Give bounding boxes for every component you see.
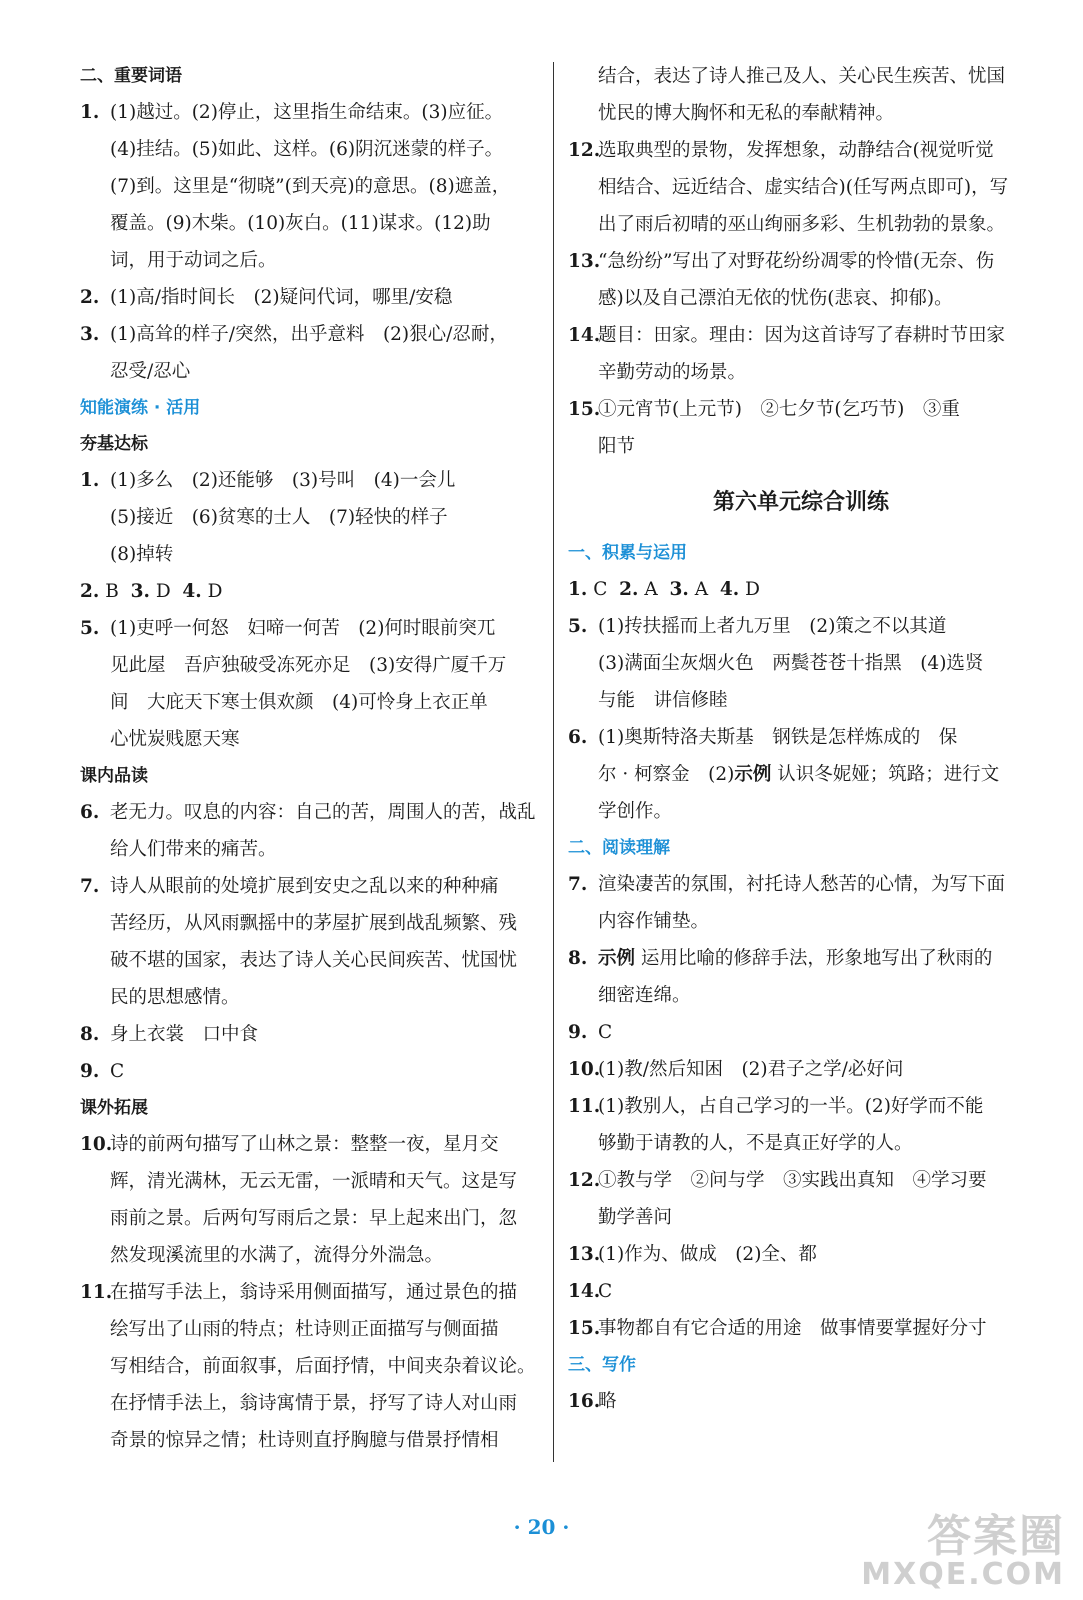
unit-answer-13: 13. (1)作为、做成 (2)全、都: [568, 1244, 817, 1265]
practice-14: 14. 题目：田家。理由：因为这首诗写了春耕时节田家 辛勤劳动的场景。: [568, 325, 1006, 383]
subheading-inclass: 课内品读: [80, 766, 148, 786]
answer-3: 3. (1)高耸的样子/突然，出乎意料 (2)狠心/忍耐， 忍受/忍心: [80, 324, 508, 382]
column-divider: [553, 62, 554, 1462]
practice-2-4: 2. B 3. D 4. D: [80, 581, 223, 602]
unit-answer-14: 14. C: [568, 1281, 613, 1302]
practice-11-continued: 结合，表达了诗人推己及人、关心民生疾苦、忧国 忧民的博大胸怀和无私的奉献精神。: [598, 66, 1006, 124]
example-tag: 示例: [734, 764, 772, 785]
unit-answer-10: 10. (1)教/然后知困 (2)君子之学/必好问: [568, 1059, 904, 1080]
answer-1: 1. (1)越过。(2)停止，这里指生命结束。(3)应征。 (4)挂结。(5)如此、这样。(6)阴沉迷蒙的样子。 (7)到。这里是“彻晓”(到天亮)的意思。(8)遮盖， 覆盖。(9)木柴。(10)灰白。(11)谋求。(12)助 词，用于动词之后。: [80, 102, 511, 271]
page-number: · 20 ·: [513, 1515, 570, 1539]
practice-6: 6. 老无力。叹息的内容：自己的苦，周围人的苦，战乱 给人们带来的痛苦。: [80, 802, 536, 860]
right-column: [568, 58, 1034, 1420]
section-heading-writing: 三、写作: [568, 1355, 636, 1375]
example-tag: 示例: [598, 948, 636, 969]
practice-11: 11. 在描写手法上，翁诗采用侧面描写，通过景色的描 绘写出了山雨的特点；杜诗则正面描写与侧面描 写相结合，前面叙事，后面抒情，中间夹杂着议论。 在抒情手法上，翁诗寓情于景，抒写了诗人对山雨 奇景的惊异之情；杜诗则直抒胸臆与借景抒情相: [80, 1282, 536, 1451]
section-heading-accumulation: 一、积累与运用: [568, 543, 687, 563]
practice-9: 9. C: [80, 1061, 125, 1082]
practice-5: 5. (1)吏呼一何怒 妇啼一何苦 (2)何时眼前突兀 见此屋 吾庐独破受冻死亦足 (3)安得广厦千万 间 大庇天下寒士俱欢颜 (4)可怜身上衣正单 心忧炭贱愿天寒: [80, 618, 507, 750]
section-heading-vocab: 二、重要词语: [80, 66, 182, 86]
unit-answer-16: 16. 略: [568, 1391, 617, 1412]
practice-10: 10. 诗的前两句描写了山林之景：整整一夜，星月交 辉，清光满林，无云无雷，一派晴和天气。这是写 雨前之景。后两句写雨后之景：早上起来出门，忽 然发现溪流里的水满了，流得分外湍急。: [80, 1134, 518, 1266]
unit-answer-5: 5. (1)抟扶摇而上者九万里 (2)策之不以其道 (3)满面尘灰烟火色 两鬓苍苍十指黑 (4)选贤 与能 讲信修睦: [568, 616, 984, 711]
section-heading-practice: 知能演练 · 活用: [80, 398, 201, 418]
unit-answer-12: 12. ①教与学 ②问与学 ③实践出真知 ④学习要 勤学善问: [568, 1170, 987, 1228]
watermark-logo: 答案圈 MXQE.COM: [861, 1511, 1065, 1592]
left-column: [80, 58, 546, 1459]
unit-answer-7: 7. 渲染凄苦的氛围，衬托诗人愁苦的心情，为写下面 内容作铺垫。: [568, 874, 1006, 932]
practice-8: 8. 身上衣裳 口中食: [80, 1024, 259, 1045]
unit-answer-11: 11. (1)教别人，占自己学习的一半。(2)好学而不能 够勤于请教的人，不是真正好学的人。: [568, 1096, 984, 1154]
unit-answer-8: 8. 示例 运用比喻的修辞手法，形象地写出了秋雨的 细密连绵。: [568, 948, 993, 1006]
unit-answers-1-4: 1. C 2. A 3. A 4. D: [568, 579, 760, 600]
practice-1: 1. (1)多么 (2)还能够 (3)号叫 (4)一会儿 (5)接近 (6)贫寒的士人 (7)轻快的样子 (8)掉转: [80, 470, 456, 565]
section-heading-reading: 二、阅读理解: [568, 838, 670, 858]
unit-title: 第六单元综合训练: [712, 490, 889, 515]
unit-answer-6: 6. (1)奥斯特洛夫斯基 钢铁是怎样炼成的 保 尔 · 柯察金 (2)示例 认识冬妮娅；筑路；进行文 学创作。: [568, 727, 1000, 822]
practice-7: 7. 诗人从眼前的处境扩展到安史之乱以来的种种痛 苦经历，从风雨飘摇中的茅屋扩展到战乱频繁、残 破不堪的国家，表达了诗人关心民间疾苦、忧国忧 民的思想感情。: [80, 876, 518, 1008]
answer-2: 2. (1)高/指时间长 (2)疑问代词，哪里/安稳: [80, 287, 453, 308]
practice-12: 12. 选取典型的景物，发挥想象，动静结合(视觉听觉 相结合、远近结合、虚实结合)(任写两点即可)，写 出了雨后初晴的巫山绚丽多彩、生机勃勃的景象。: [568, 140, 1009, 235]
subheading-base: 夯基达标: [80, 434, 148, 454]
practice-15: 15. ①元宵节(上元节) ②七夕节(乞巧节) ③重 阳节: [568, 399, 960, 457]
subheading-extra: 课外拓展: [80, 1098, 148, 1118]
unit-answer-9: 9. C: [568, 1022, 613, 1043]
unit-answer-15: 15. 事物都自有它合适的用途 做事情要掌握好分寸: [568, 1318, 987, 1339]
practice-13: 13. “急纷纷”写出了对野花纷纷凋零的怜惜(无奈、伤 感)以及自己漂泊无依的忧伤(悲哀、抑郁)。: [568, 251, 995, 309]
